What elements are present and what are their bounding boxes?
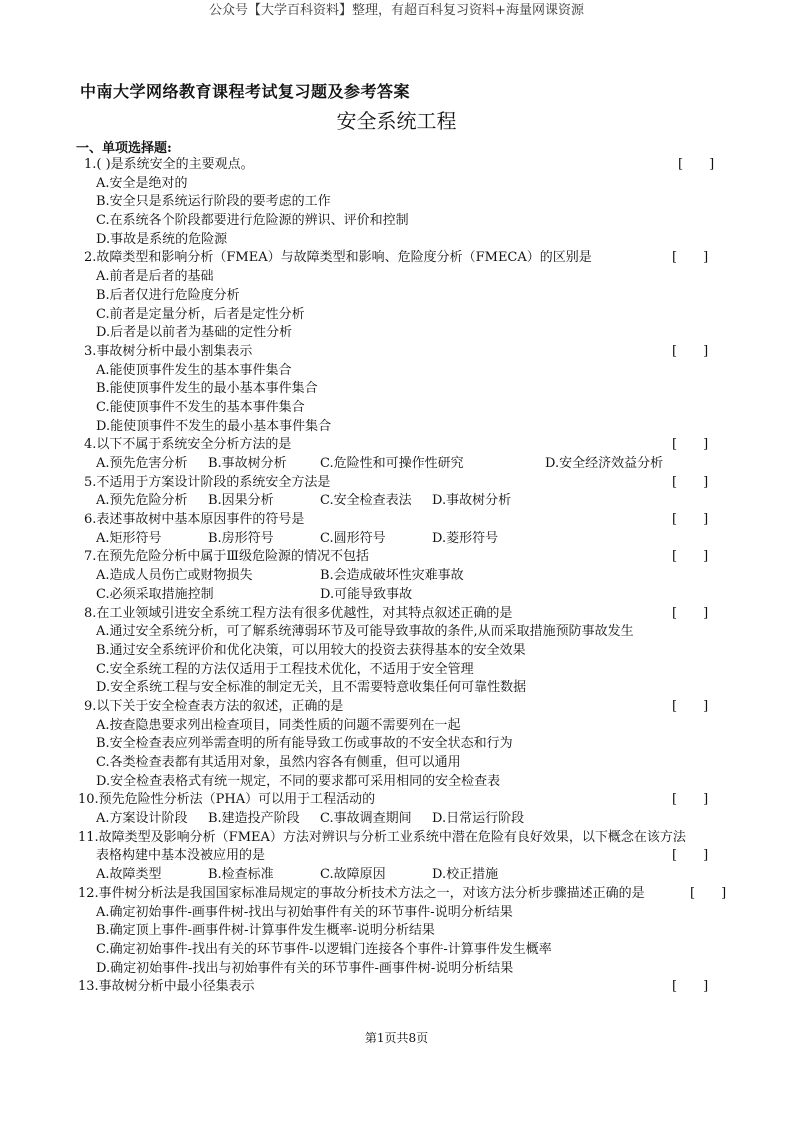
section-heading: 一、单项选择题: — [76, 141, 172, 156]
option-line: C.安全系统工程的方法仅适用于工程技术优化，不适用于安全管理 — [96, 661, 474, 677]
option-line: C.前者是定量分析，后者是定性分析 — [96, 306, 305, 322]
page-title: 安全系统工程 — [336, 109, 457, 133]
option-c: C.危险性和可操作性研究 — [320, 456, 464, 471]
option-line: C.在系统各个阶段都要进行危险源的辨识、评价和控制 — [96, 213, 409, 229]
option-line: C.确定初始事件-找出有关的环节事件-以逻辑门连接各个事件-计算事件发生概率 — [96, 941, 552, 957]
option-c: C.事故调查期间 — [320, 811, 412, 827]
option-a: A.预先危害分析 — [96, 456, 188, 471]
question-2-stem: 2.故障类型和影响分析（FMEA）与故障类型和影响、危险度分析（FMECA）的区别是 [ ] — [0, 249, 793, 268]
option-line: B.通过安全系统评价和优化决策，可以用较大的投资去获得基本的安全效果 — [96, 642, 526, 658]
page-footer: 第1页共8页 — [364, 1031, 429, 1045]
option-line: A.安全是绝对的 — [96, 175, 188, 191]
option-line: B.能使顶事件发生的最小基本事件集合 — [96, 381, 318, 397]
option-line: A.确定初始事件-画事件树-找出与初始事件有关的环节事件-说明分析结果 — [96, 904, 513, 920]
option-b: B.建造投产阶段 — [208, 811, 300, 827]
question-13-stem: 13.事故树分析中最小径集表示 [ ] — [0, 978, 793, 997]
option-line: C.各类检查表都有其适用对象，虽然内容各有侧重，但可以通用 — [96, 755, 461, 770]
option-line — [0, 492, 793, 511]
question-11-stem-cont: 表格构建中基本没被应用的是 [ ] — [0, 847, 793, 866]
question-11-stem: 11.故障类型及影响分析（FMEA）方法对辨识与分析工业系统中潜在危险有良好效果，以下概念在该方法 — [78, 829, 686, 845]
option-line — [0, 455, 793, 474]
option-line: A.前者是后者的基础 — [96, 269, 214, 285]
option-line — [0, 810, 793, 829]
header-note: 公众号【大学百科资料】整理，有超百科复习资料+海量网课资源 — [209, 3, 584, 18]
question-9-stem: 9.以下关于安全检查表方法的叙述，正确的是 [ ] — [0, 698, 793, 717]
answer-bracket: [ ] — [672, 549, 709, 565]
answer-bracket: [ ] — [672, 512, 709, 528]
option-d: D.事故树分析 — [432, 493, 512, 509]
option-line: D.安全检查表格式有统一规定，不同的要求都可采用相同的安全检查表 — [96, 773, 501, 789]
answer-bracket: [ ] — [672, 437, 709, 453]
answer-bracket: [ ] — [678, 157, 715, 172]
question-6-stem: 6.表述事故树中基本原因事件的符号是 [ ] — [0, 511, 793, 530]
question-4-stem: 4.以下不属于系统安全分析方法的是 [ ] — [0, 436, 793, 455]
option-line: A.通过安全系统分析，可了解系统薄弱环节及可能导致事故的条件,从而采取措施预防事故发生 — [96, 624, 634, 640]
answer-bracket: [ ] — [672, 474, 709, 490]
option-a: A.方案设计阶段 — [96, 811, 188, 827]
question-3-stem: 3.事故树分析中最小割集表示 [ ] — [0, 343, 793, 362]
question-5-stem: 5.不适用于方案设计阶段的系统安全方法是 [ ] — [0, 474, 793, 493]
option-line: D.能使顶事件不发生的最小基本事件集合 — [96, 418, 332, 434]
question-8-stem: 8.在工业领域引进安全系统工程方法有很多优越性，对其特点叙述正确的是 [ ] — [0, 605, 793, 624]
option-line: B.安全检查表应列举需查明的所有能导致工伤或事故的不安全状态和行为 — [96, 736, 513, 752]
option-b: B.检查标准 — [208, 867, 274, 883]
option-d: D.菱形符号 — [432, 530, 499, 546]
option-line — [0, 866, 793, 885]
main-title: 中南大学网络教育课程考试复习题及参考答案 — [80, 82, 411, 101]
answer-bracket: [ ] — [672, 605, 709, 621]
option-b: B.因果分析 — [208, 493, 274, 509]
question-12-stem: 12.事件树分析法是我国国家标准局规定的事故分析技术方法之一，对该方法分析步骤描述正确的是 [ ] — [0, 885, 793, 904]
option-line: C.能使顶事件不发生的基本事件集合 — [96, 399, 305, 415]
option-c: C.必须采取措施控制 — [96, 586, 214, 602]
option-line: B.确定顶上事件-画事件树-计算事件发生概率-说明分析结果 — [96, 923, 435, 939]
option-a: A.造成人员伤亡或财物损失 — [96, 568, 253, 584]
option-line: B.后者仅进行危险度分析 — [96, 287, 240, 303]
option-d: D.校正措施 — [432, 867, 499, 883]
option-c: C.圆形符号 — [320, 530, 386, 546]
option-b: B.房形符号 — [208, 530, 274, 546]
option-d: D.日常运行阶段 — [432, 811, 525, 827]
option-line: D.事故是系统的危险源 — [96, 231, 228, 247]
option-a: A.预先危险分析 — [96, 493, 188, 509]
option-line: A.能使顶事件发生的基本事件集合 — [96, 362, 292, 378]
option-b: B.事故树分析 — [208, 456, 287, 471]
option-a: A.故障类型 — [96, 867, 162, 883]
answer-bracket: [ ] — [672, 698, 709, 714]
answer-bracket: [ ] — [672, 343, 709, 359]
option-b: B.会造成破坏性灾难事故 — [320, 568, 464, 584]
option-line: D.确定初始事件-找出与初始事件有关的环节事件-画事件树-说明分析结果 — [96, 960, 514, 976]
option-d: D.可能导致事故 — [320, 586, 413, 602]
option-line — [0, 530, 793, 549]
option-line — [0, 586, 793, 605]
question-list — [0, 156, 793, 997]
option-c: C.安全检查表法 — [320, 493, 412, 509]
question-10-stem: 10.预先危险性分析法（PHA）可以用于工程活动的 [ ] — [0, 791, 793, 810]
option-line: D.安全系统工程与安全标准的制定无关，且不需要特意收集任何可靠性数据 — [96, 680, 527, 696]
option-a: A.矩形符号 — [96, 530, 162, 546]
option-d: D.安全经济效益分析 — [545, 456, 664, 471]
question-7-stem: 7.在预先危险分析中属于Ⅲ级危险源的情况不包括 [ ] — [0, 548, 793, 567]
option-line: A.按查隐患要求列出检查项目，同类性质的问题不需要列在一起 — [96, 717, 461, 733]
option-line: D.后者是以前者为基础的定性分析 — [96, 325, 293, 341]
answer-bracket: [ ] — [672, 792, 709, 808]
option-c: C.故障原因 — [320, 867, 386, 883]
option-line — [0, 567, 793, 586]
answer-bracket: [ ] — [672, 979, 709, 995]
option-line: B.安全只是系统运行阶段的要考虑的工作 — [96, 194, 331, 210]
answer-bracket: [ ] — [690, 885, 727, 901]
question-1-stem: 1.( )是系统安全的主要观点。 [ ] — [0, 156, 793, 175]
answer-bracket: [ ] — [672, 250, 709, 266]
answer-bracket: [ ] — [672, 848, 709, 864]
